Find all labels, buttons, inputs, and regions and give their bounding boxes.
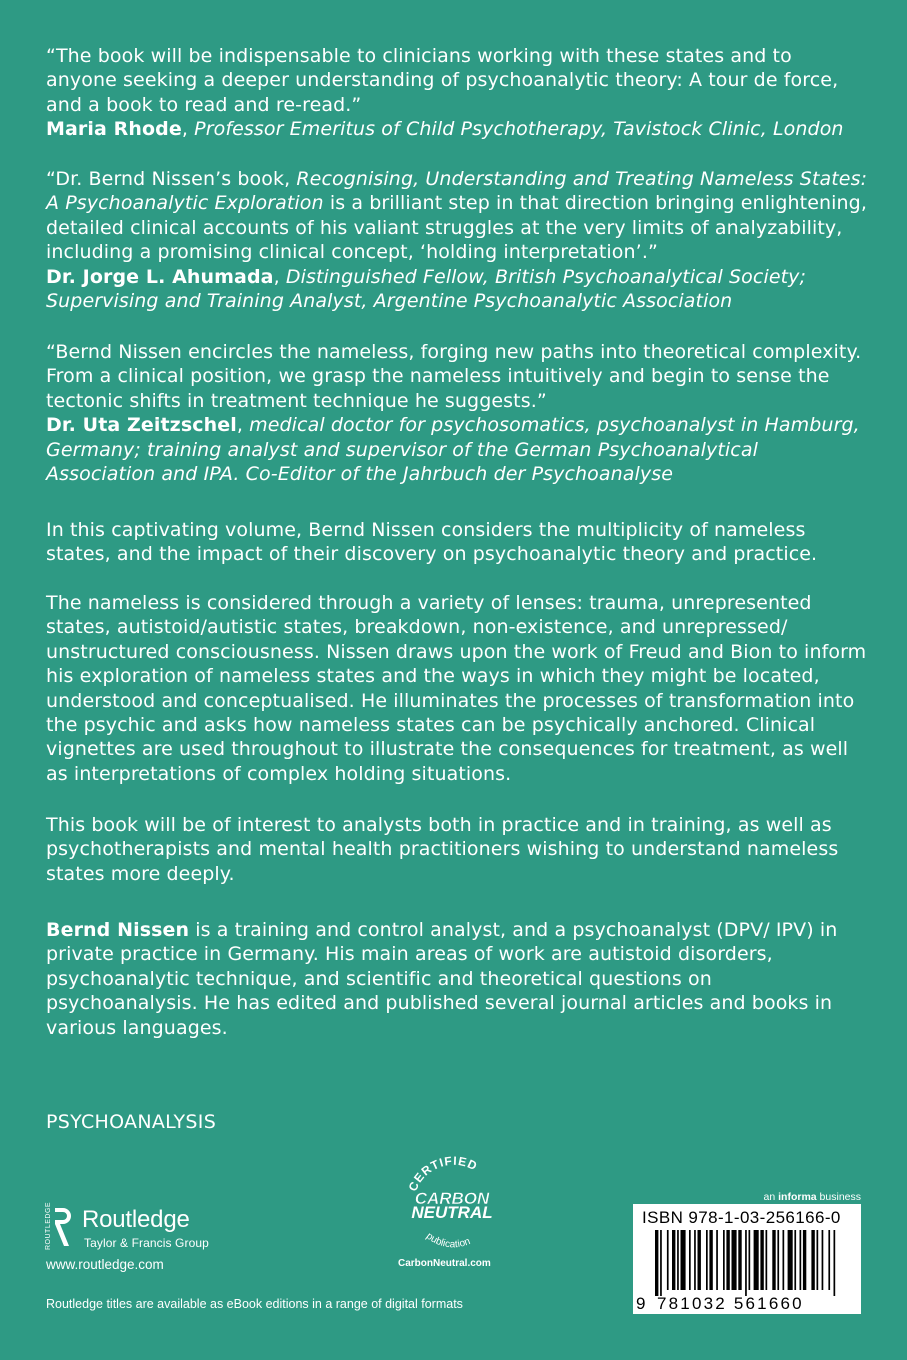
description-text: This book will be of interest to analysts both in practice and in training, as well as psychotherapists and mental health practitioners wishing to understand nameless states more deeply.	[46, 814, 839, 885]
publisher-group: Taylor & Francis Group	[84, 1236, 209, 1250]
bio-text: is a training and control analyst, and a psychoanalyst (DPV/ IPV) in private practice in Germany. His main areas of work are autistoid disorders, psychoanalytic technique, and scientific and theoretical questions on psychoanalysis. He has edited and published several journal articles and books in various languages.	[46, 919, 838, 1039]
description-paragraph-2	[46, 591, 868, 786]
barcode-bar	[749, 1230, 751, 1290]
quote-affiliation: medical doctor for psychosomatics, psychoanalyst in Hamburg, Germany; training analyst and supervisor of the German Psychoanalytical Association and IPA. Co-Editor of the Jahrbuch der Psychoanalyse	[46, 414, 860, 486]
isbn-number: ISBN 978-1-03-256166-0	[642, 1208, 841, 1227]
informa-tagline: an informa business	[763, 1191, 861, 1203]
author-name: Bernd Nissen	[46, 919, 190, 941]
publisher-url: www.routledge.com	[46, 1257, 164, 1272]
barcode-bar	[738, 1230, 741, 1290]
author-bio	[46, 918, 868, 1040]
ebook-note: Routledge titles are available as eBook editions in a range of digital formats	[46, 1297, 463, 1311]
barcode-bar	[732, 1230, 737, 1290]
barcode-bar	[803, 1230, 806, 1290]
barcode-bar	[716, 1230, 718, 1290]
barcode-bar	[709, 1230, 712, 1290]
review-quote-1: “The book will be indispensable to clinicians working with these states and to anyone seeking a deeper understanding of psychoanalytic theory: A tour de force, and a book to read and re-read.” Maria Rhode, Professor Emeritus of Child Psychotherapy, Tavistock Clinic, London	[46, 45, 844, 141]
carbon-neutral-url: CarbonNeutral.com	[398, 1258, 491, 1269]
routledge-vertical-text: ROUTLEDGE	[45, 1202, 52, 1250]
quote-text-post: is a brilliant step in that direction bringing enlightening, detailed clinical accounts of his valiant struggles at the very limits of analyzability, including a promising clinical concept, ‘holding interpretation’.”	[46, 192, 867, 264]
barcode-bar	[660, 1230, 662, 1296]
badge-carbon: CARBON	[414, 1189, 490, 1208]
publisher-name: Routledge	[82, 1206, 190, 1233]
barcode-bar	[698, 1230, 701, 1290]
barcode-bar	[772, 1230, 775, 1290]
barcode-bar	[800, 1230, 802, 1290]
barcode-bar	[723, 1230, 725, 1290]
barcode-bar	[694, 1230, 696, 1290]
barcode-bar	[828, 1230, 830, 1290]
barcode-bar	[689, 1230, 691, 1290]
barcode-bar	[726, 1230, 729, 1290]
barcode-bar	[754, 1230, 759, 1290]
description-text: In this captivating volume, Bernd Nissen considers the multiplicity of nameless states, and the impact of their discovery on psychoanalytic theory and practice.	[46, 519, 818, 566]
description-paragraph-3	[46, 813, 868, 886]
book-title: Recognising, Understanding and Treating Nameless States: A Psychoanalytic Exploration	[46, 168, 868, 215]
barcode-bar	[760, 1230, 763, 1290]
barcode-bar	[672, 1230, 675, 1290]
isbn-barcode	[633, 1204, 861, 1314]
description-text: The nameless is considered through a variety of lenses: trauma, unrepresented states, autistoid/autistic states, breakdown, non-existence, and unrepressed/ unstructured consciousness. Nissen draws upon the work of Freud and Bion to inform his exploration of nameless states and the ways in which they might be located, understood and conceptualised. He illuminates the processes of transformation into the psychic and asks how nameless states can be psychically anchored. Clinical vignettes are used throughout to illustrate the consequences for treatment, as well as interpretations of complex holding situations.	[46, 592, 867, 785]
badge-neutral: NEUTRAL	[411, 1203, 493, 1222]
barcode-bar	[817, 1230, 819, 1290]
barcode-bar	[822, 1230, 824, 1290]
quote-affiliation: Professor Emeritus of Child Psychotherapy, Tavistock Clinic, London	[194, 118, 844, 141]
barcode-bar	[667, 1230, 669, 1290]
badge-publication: publication	[423, 1230, 472, 1251]
ean-first-digit: 9	[636, 1294, 646, 1313]
barcode-bar	[777, 1230, 779, 1290]
barcode-bars	[633, 1228, 861, 1296]
subject-category: PSYCHOANALYSIS	[46, 1111, 217, 1133]
routledge-r-icon	[44, 1202, 74, 1252]
barcode-bar	[794, 1230, 796, 1290]
badge-certified: CERTIFIED	[405, 1153, 481, 1194]
publisher-logo	[44, 1202, 284, 1282]
quote-affiliation: Distinguished Fellow, British Psychoanalytical Society; Supervising and Training Analyst, Argentine Psychoanalytic Association	[46, 265, 807, 313]
quote-text-pre: “Dr. Bernd Nissen’s book,	[46, 168, 297, 190]
barcode-bar	[706, 1230, 708, 1290]
quote-author: Dr. Jorge L. Ahumada	[46, 265, 274, 288]
barcode-bar	[681, 1230, 686, 1290]
review-quote-3: “Bernd Nissen encircles the nameless, forging new paths into theoretical complexity. From a clinical position, we grasp the nameless intuitively and begin to sense the tectonic shifts in treatment technique he suggests.” Dr. Uta Zeitzschel, medical doctor for psychosomatics, psychoanalyst in Hamburg, Germany; training analyst and supervisor of the German Psychoanalytical Association and IPA. Co-Editor of the Jahrbuch der Psychoanalyse	[46, 341, 862, 486]
barcode-bar	[834, 1230, 836, 1296]
barcode-bar	[811, 1230, 814, 1290]
quote-text: “The book will be indispensable to clinicians working with these states and to anyone seeking a deeper understanding of psychoanalytic theory: A tour de force, and a book to read and re-read.”	[46, 45, 839, 116]
carbon-neutral-badge	[392, 1150, 512, 1275]
barcode-bar	[745, 1230, 747, 1296]
ean-digits: 781032 561660	[657, 1294, 804, 1313]
barcode-bar	[766, 1230, 768, 1290]
barcode-bar	[655, 1230, 658, 1296]
barcode-bar	[783, 1230, 785, 1290]
quote-author: Maria Rhode	[46, 118, 182, 141]
barcode-bar	[788, 1230, 793, 1290]
barcode-bar	[677, 1230, 679, 1290]
quote-text: “Bernd Nissen encircles the nameless, forging new paths into theoretical complexity. From a clinical position, we grasp the nameless intuitively and begin to sense the tectonic shifts in treatment technique he suggests.”	[46, 341, 862, 412]
description-paragraph-1	[46, 518, 868, 567]
quote-author: Dr. Uta Zeitzschel	[46, 414, 237, 437]
review-quote-2: “Dr. Bernd Nissen’s book, Recognising, Understanding and Treating Nameless States: A Psychoanalytic Exploration is a brilliant step in that direction bringing enlightening, detailed clinical accounts of his valiant struggles at the very limits of analyzability, including a promising clinical concept, ‘holding interpretation’.” Dr. Jorge L. Ahumada, Distinguished Fellow, British Psychoanalytical Society; Supervising and Training Analyst, Argentine Psychoanalytic Association	[46, 168, 868, 313]
